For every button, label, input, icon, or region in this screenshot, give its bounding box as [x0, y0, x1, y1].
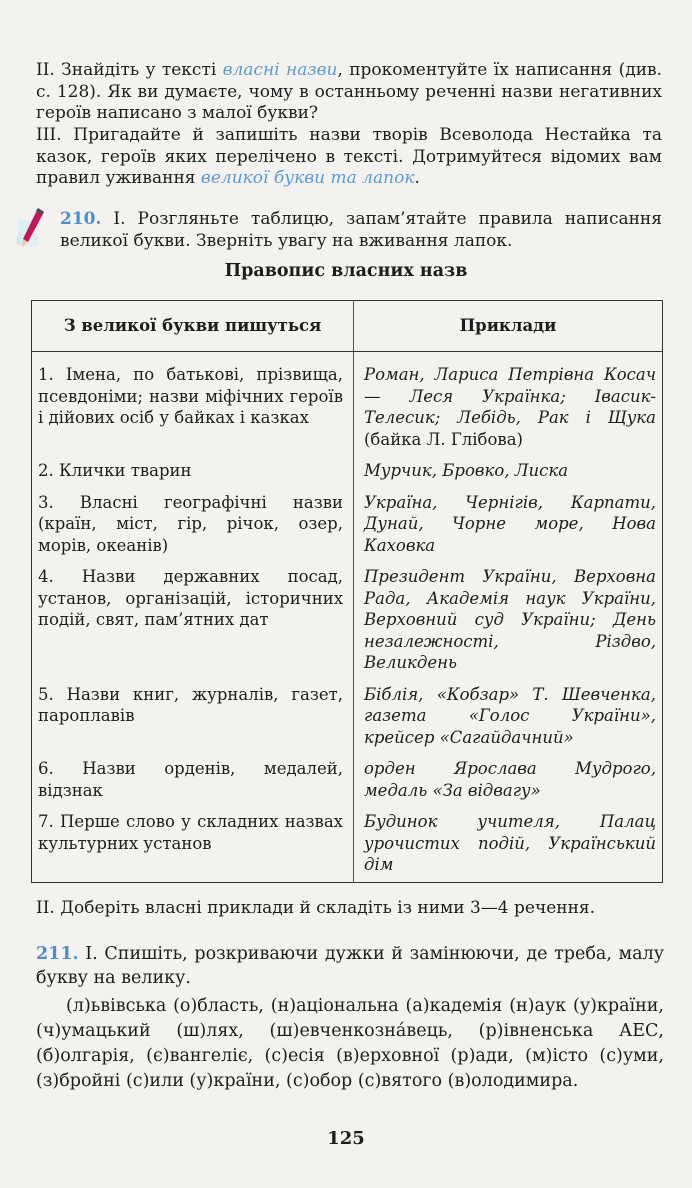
rule-cell: 4. Назви державних посад, установ, організацій, історичних подій, свят, пам’ятних дат	[32, 562, 354, 680]
column-header: З великої букви пишуться	[32, 301, 354, 352]
exercise-211: 211. І. Спишіть, розкриваючи дужки й замінюючи, де треба, малу букву на велику.	[36, 944, 664, 988]
cross-reference-link[interactable]: великої букви та лапок	[200, 168, 415, 188]
example-italic: Україна, Чернігів, Карпати, Дунай, Чорне море, Нова Каховка	[364, 492, 656, 555]
exercise-211-text: (л)ьвівська (о)бласть, (н)аціональна (а)кадемія (н)аук (у)країни, (ч)умацький (ш)лях, (ш)евченкозна́вець, (р)івненська АЕС, (б)олгарія, (є)вангеліє, (с)есія (в)ерховної (р)ади, (м)істо (с)уми, (з)бройні (с)или (у)країни, (с)обор (с)вятого (в)олодимира.	[36, 996, 664, 1091]
exercise-number: 210.	[60, 209, 102, 229]
pen-icon	[14, 206, 50, 250]
example-italic: Мурчик, Бровко, Лиска	[364, 461, 569, 480]
table-row	[32, 488, 663, 563]
table-row	[32, 680, 663, 755]
table-row	[32, 562, 663, 680]
cross-reference-link[interactable]: власні назви	[222, 60, 338, 80]
table-title: Правопис власних назв	[224, 261, 468, 281]
rules-table	[31, 300, 663, 883]
example-cell	[354, 352, 663, 457]
example-italic: Біблія, «Кобзар» Т. Шевченка, газета «Голос України», крейсер «Сагайдачний»	[364, 684, 656, 747]
table-row	[32, 807, 663, 882]
example-italic: орден Ярослава Мудрого, медаль «За відвагу»	[364, 759, 656, 800]
rule-cell: 2. Клички тварин	[32, 456, 354, 488]
rule-cell: 1. Імена, по батькові, прізвища, псевдоніми; назви міфічних героїв і дійових осіб у байках і казках	[32, 352, 354, 457]
column-header: Приклади	[354, 301, 663, 352]
rule-cell: 7. Перше слово у складних назвах культурних установ	[32, 807, 354, 882]
exercise-210: 210. І. Розгляньте таблицю, запам’ятайте правила написання великої букви. Зверніть увагу на вживання лапок.	[60, 209, 662, 251]
example-cell	[354, 488, 663, 563]
table-row	[32, 352, 663, 457]
task-paragraph-after-table: ІІ. Доберіть власні приклади й складіть із ними 3—4 речення.	[36, 898, 596, 918]
example-italic: Президент України, Верховна Рада, Академія наук України, Верховний суд України; День незалежності, Різдво, Великдень	[364, 567, 656, 672]
example-cell	[354, 562, 663, 680]
example-cell	[354, 680, 663, 755]
page-number: 125	[327, 1128, 365, 1149]
example-cell	[354, 807, 663, 882]
example-italic: Роман, Лариса Петрівна Косач — Леся Українка; Івасик-Телесик; Лебідь, Рак і Щука	[364, 365, 656, 427]
rule-cell: 6. Назви орденів, медалей, відзнак	[32, 754, 354, 807]
task-paragraph-3: ІІІ. Пригадайте й запишіть назви творів Всеволода Нестайка та казок, героїв яких перелічено в тексті. Дотримуйтеся відомих вам правил уживання великої букви та лапок.	[36, 125, 662, 188]
table-row	[32, 456, 663, 488]
rule-cell: 5. Назви книг, журналів, газет, пароплавів	[32, 680, 354, 755]
example-source: (байка Л. Глібова)	[364, 429, 523, 449]
example-italic: Будинок учителя, Палац урочистих подій, Український дім	[364, 812, 656, 874]
exercise-number: 211.	[36, 944, 79, 964]
task-paragraph-2: ІІ. Знайдіть у тексті власні назви, прокоментуйте їх написання (див. с. 128). Як ви думаєте, чому в останньому реченні назви негативних героїв написано з малої букви?	[36, 60, 662, 123]
table-header-row	[32, 301, 663, 352]
rule-cell: 3. Власні географічні назви (країн, міст, гір, річок, озер, морів, океанів)	[32, 488, 354, 563]
example-cell	[354, 754, 663, 807]
table-row	[32, 754, 663, 807]
example-cell	[354, 456, 663, 488]
